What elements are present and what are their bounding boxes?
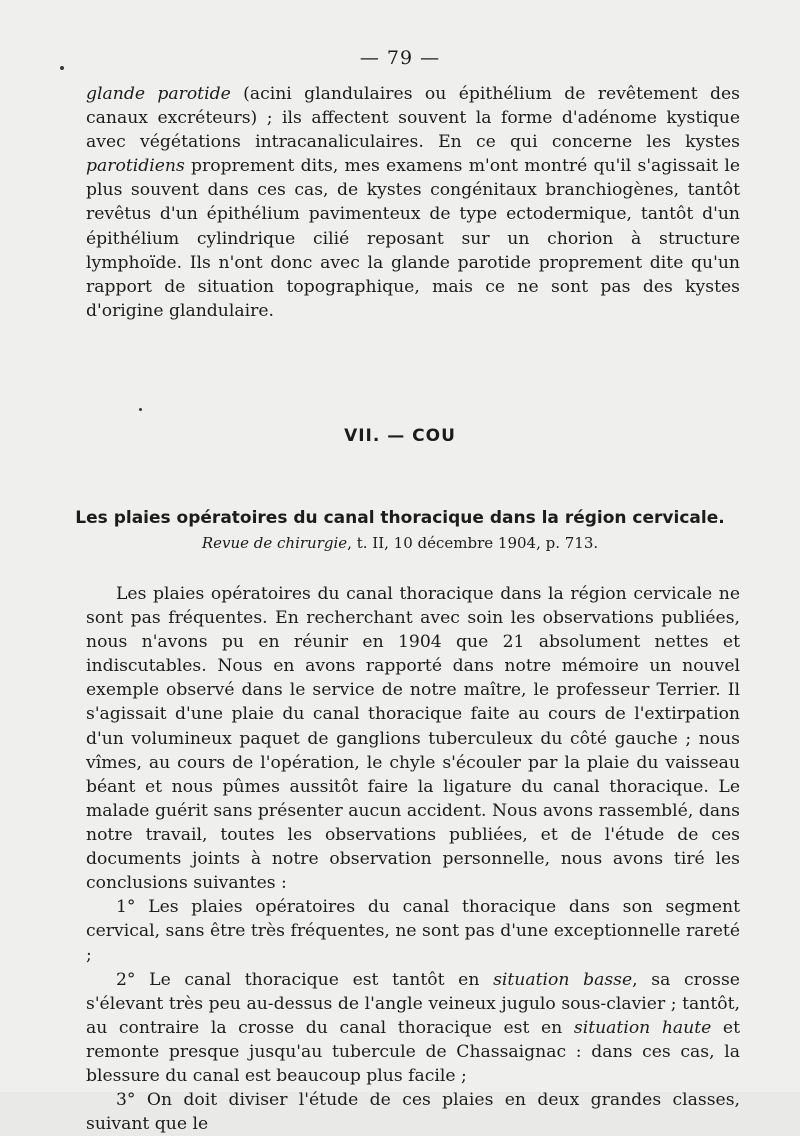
intro-italic-parotidiens: parotidiens <box>86 156 185 177</box>
scan-speck <box>139 408 142 411</box>
body-paragraph-4: 3° On doit diviser l'étude de ces plaies en deux grandes classes, suivant que le <box>86 1089 740 1135</box>
article-body <box>86 582 740 1136</box>
italic-situation-basse: situation basse <box>493 969 633 990</box>
journal-name: Revue de chirurgie <box>201 534 348 552</box>
page-number: — 79 — <box>359 47 441 69</box>
section-heading: VII. — COU <box>344 426 456 446</box>
intro-paragraph: glande parotide (acini glandulaires ou épithélium de revêtement des canaux excréteurs) ; ils affectent souvent la forme d'adénome kystique avec végétations intracanaliculaires. En ce qui concerne les kystes parotidiens proprement dits, mes examens m'ont montré qu'il s'agissait le plus souvent dans ces cas, de kystes congénitaux branchiogènes, tantôt revêtus d'un épithélium pavimenteux de type ectodermique, tantôt d'un épithélium cylindrique cilié reposant sur un chorion à structure lymphoïde. Ils n'ont donc avec la glande parotide proprement dite qu'un rapport de situation topographique, mais ce ne sont pas des kystes d'origine glandulaire. <box>86 84 740 321</box>
body-paragraph-2: 1° Les plaies opératoires du canal thoracique dans son segment cervical, sans être très fréquentes, ne sont pas d'une exceptionnelle rareté ; <box>86 897 740 966</box>
article-title: Les plaies opératoires du canal thoracique dans la région cervicale. <box>75 508 725 528</box>
body-paragraph-3: 2° Le canal thoracique est tantôt en situation basse, sa crosse s'élevant très peu au-dessus de l'angle veineux jugulo sous-clavier ; tantôt, au contraire la crosse du canal thoracique est en situation haute et remonte presque jusqu'au tubercule de Chassaignac : dans ces cas, la blessure du canal est beaucoup plus facile ; <box>86 969 740 1086</box>
body-paragraph-1: Les plaies opératoires du canal thoracique dans la région cervicale ne sont pas fréquentes. En recherchant avec soin les observations publiées, nous n'avons pu en réunir en 1904 que 21 absolument nettes et indiscutables. Nous en avons rapporté dans notre mémoire un nouvel exemple observé dans le service de notre maître, le professeur Terrier. Il s'agissait d'une plaie du canal thoracique faite au cours de l'extirpation d'un volumineux paquet de ganglions tuberculeux du côté gauche ; nous vîmes, au cours de l'opération, le chyle s'écouler par la plaie du vaisseau béant et nous pûmes aussitôt faire la ligature du canal thoracique. Le malade guérit sans présenter aucun accident. Nous avons rassemblé, dans notre travail, toutes les observations publiées, et de l'étude de ces documents joints à notre observation personnelle, nous avons tiré les conclusions suivantes : <box>86 584 740 894</box>
italic-situation-haute: situation haute <box>573 1017 712 1038</box>
article-reference: Revue de chirurgie, t. II, 10 décembre 1904, p. 713. <box>201 534 599 552</box>
intro-italic-glande: glande parotide <box>86 84 231 104</box>
